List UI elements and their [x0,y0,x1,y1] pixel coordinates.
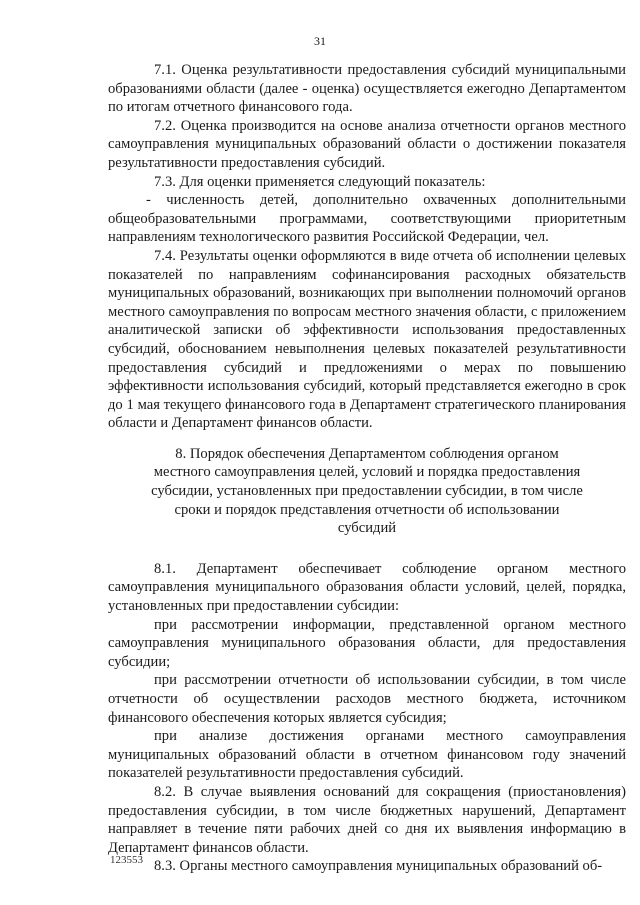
paragraph-8-3: 8.3. Органы местного самоуправления муниципальных образований об- [154,858,603,875]
section-8-heading: 8. Порядок обеспечения Департаментом соблюдения органом местного самоуправления целей, условий и порядка предоставления субсидии, установленных при предоставлении субсидии, в том числе сроки и порядок представления отчетности об использовании субсидий [151,445,583,537]
paragraph-8-1-a: при рассмотрении информации, представленной органом местного самоуправления муниципального образования области, для предоставления субсидии; [108,616,626,670]
document-body [108,61,626,876]
paragraph-8-2: 8.2. В случае выявления оснований для сокращения (приостановления) предоставления субсидии, в том числе бюджетных нарушений, Департамент направляет в течение пяти рабочих дней со дня их выявления информацию в Департамент финансов области. [108,783,626,856]
document-code: 123553 [110,854,143,866]
paragraph-8-1-b: при рассмотрении отчетности об использовании субсидии, в том числе отчетности об осуществлении расходов местного бюджета, источником финансового обеспечения которых является субсидия; [108,672,626,726]
page-number: 31 [314,34,326,48]
paragraph-8-1-c: при анализе достижения органами местного самоуправления муниципальных образований области в отчетном финансовом году значений показателей результативности предоставления субсидий. [108,728,626,782]
paragraph-7-2: 7.2. Оценка производится на основе анализа отчетности органов местного самоуправления муниципальных образований области о достижении показателя результативности предоставления субсидий. [108,117,626,171]
paragraph-7-1: 7.1. Оценка результативности предоставления субсидий муниципальными образованиями области (далее - оценка) осуществляется ежегодно Департаментом по итогам отчетного финансового года. [108,62,626,116]
paragraph-7-4: 7.4. Результаты оценки оформляются в виде отчета об исполнении целевых показателей по направлениям софинансирования расходных обязательств муниципальных образований, возникающих при выполнении полномочий органов местного самоуправления по вопросам местного значения области, с приложением аналитической записки об эффективности использования предоставленных субсидий, обоснованием невыполнения целевых показателей результативности предоставления субсидий и предложениями о мерах по повышению эффективности использования субсидий, который представляется ежегодно в срок до 1 мая текущего финансового года в Департамент стратегического планирования области и Департамент финансов области. [108,247,626,432]
paragraph-7-3-item: - численность детей, дополнительно охваченных дополнительными общеобразовательными программами, соответствующими приоритетным направлениям технологического развития Российской Федерации, чел. [108,192,626,246]
paragraph-8-1: 8.1. Департамент обеспечивает соблюдение органом местного самоуправления муниципального образования области условий, целей, порядка, установленных при предоставлении субсидии: [108,560,626,615]
paragraph-7-3: 7.3. Для оценки применяется следующий показатель: [154,173,486,190]
